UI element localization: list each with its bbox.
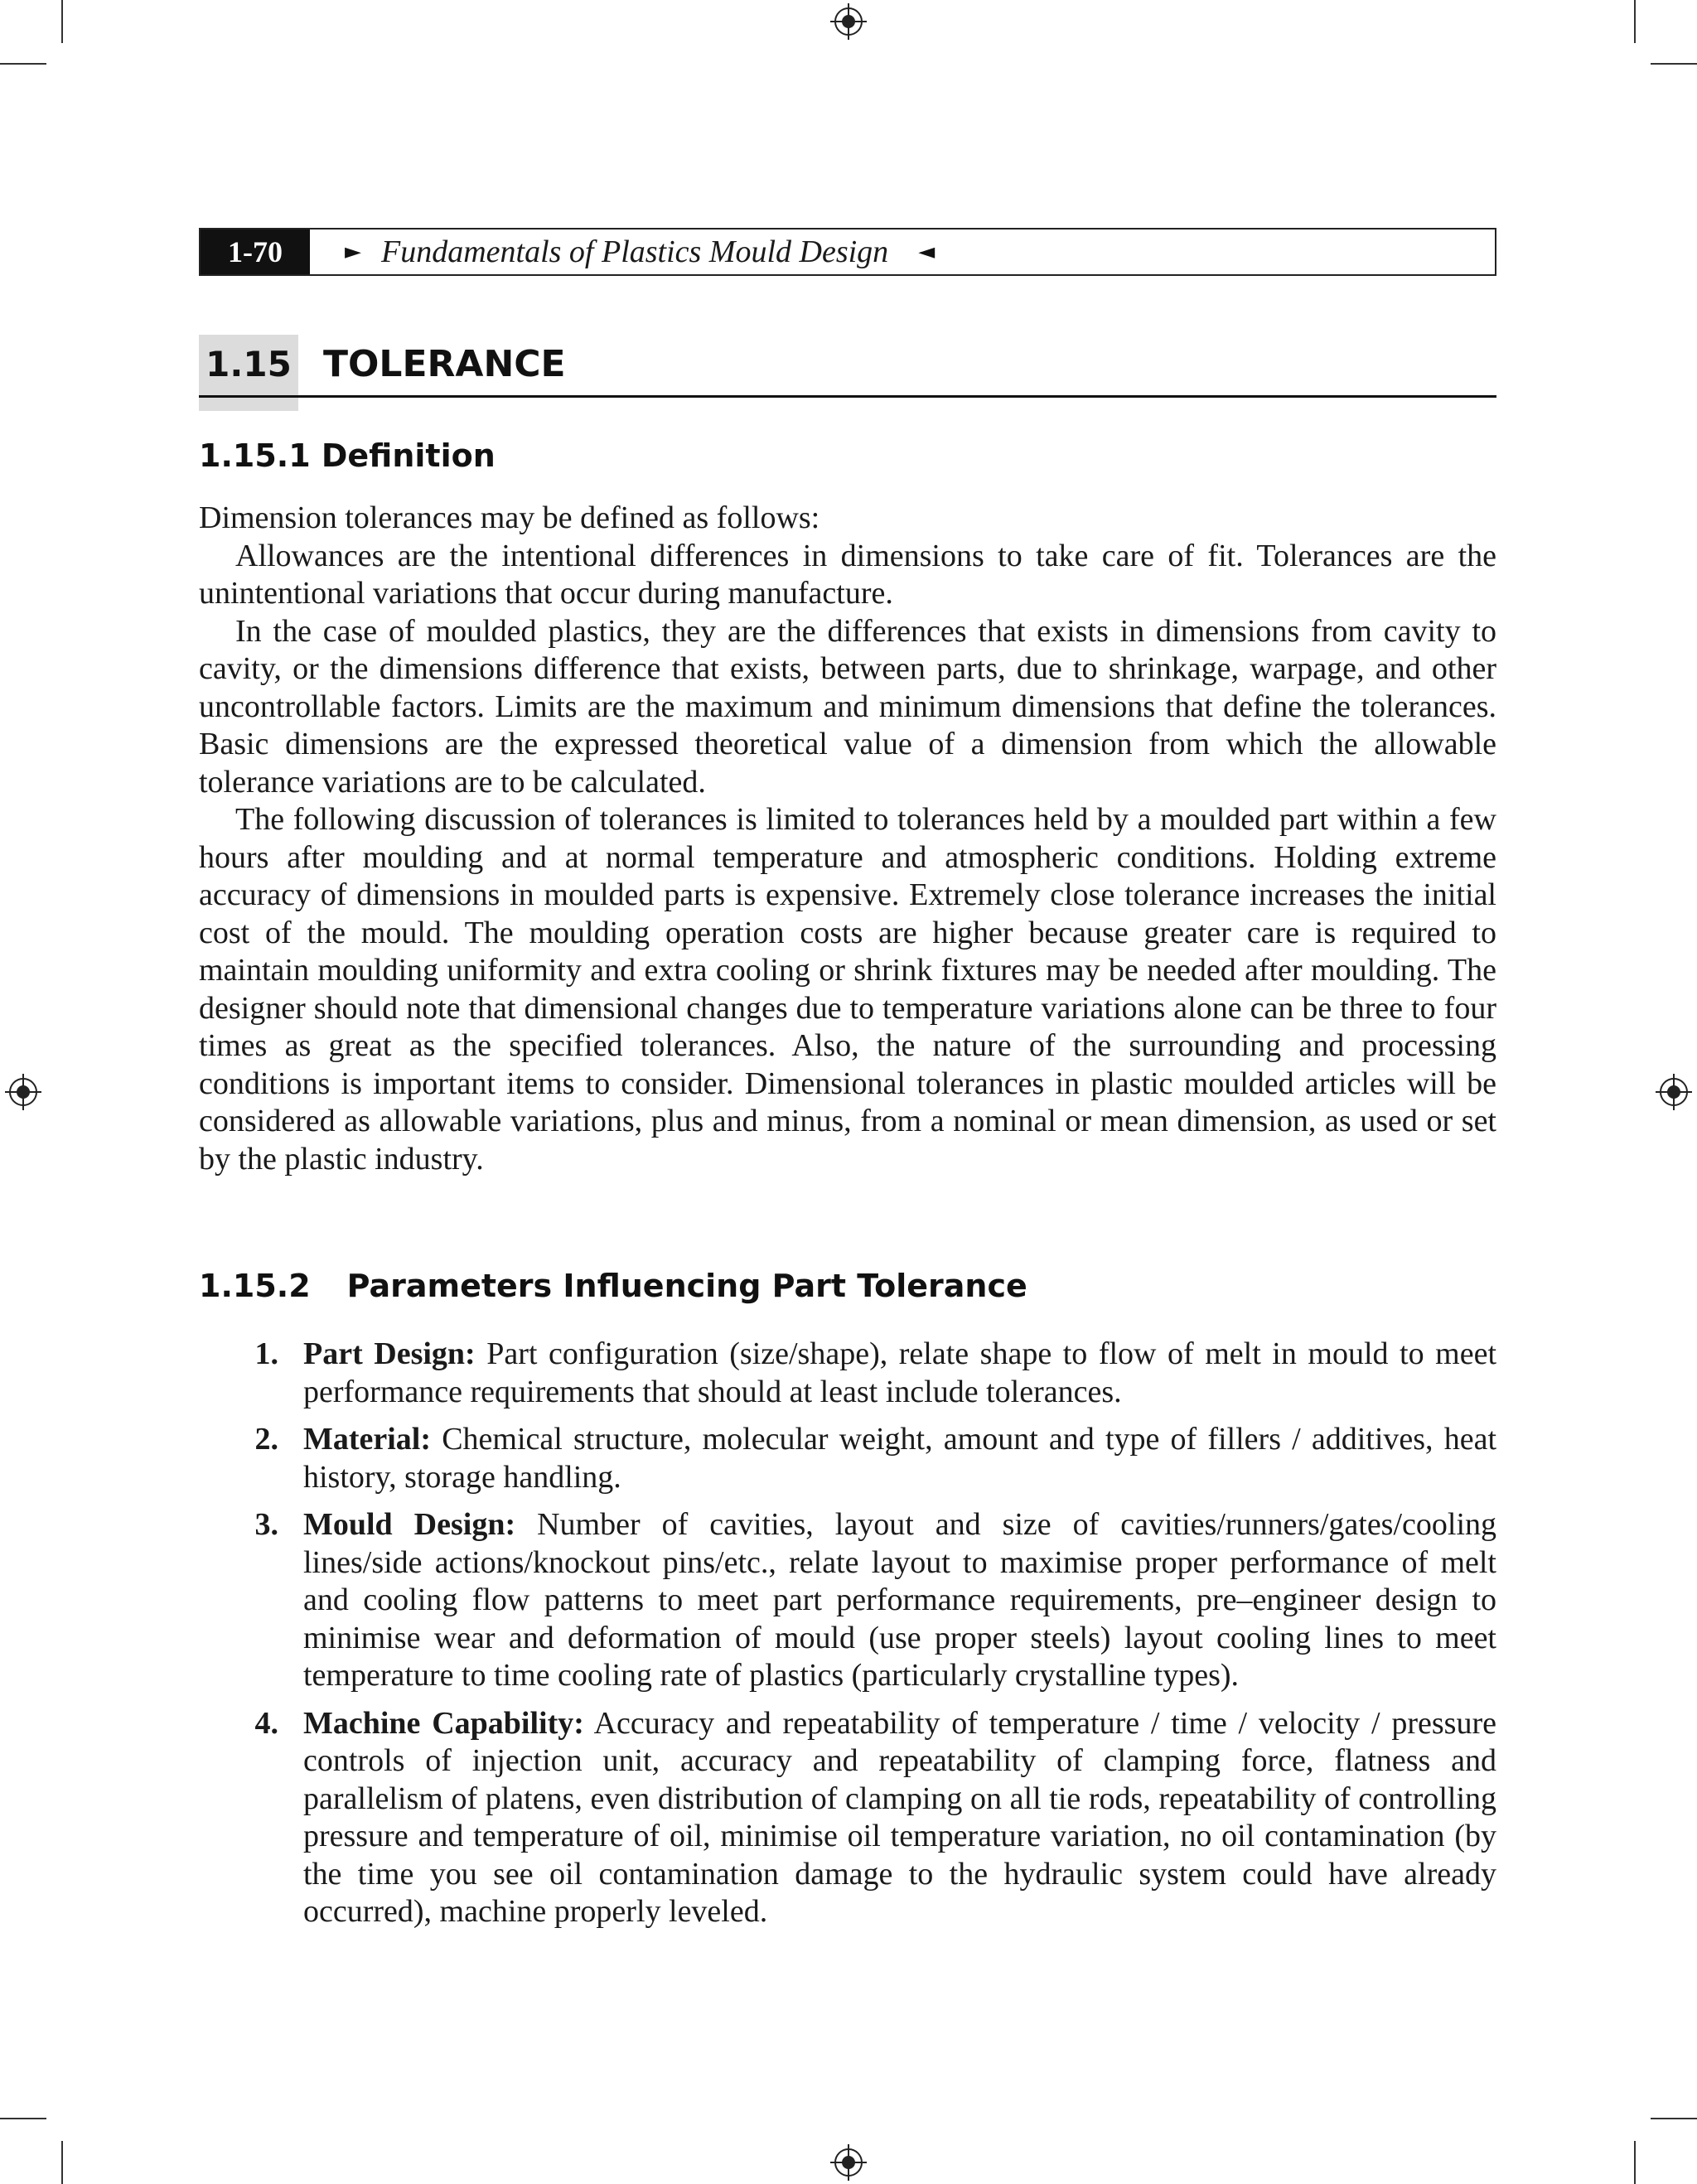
registration-mark-icon xyxy=(5,1074,41,1110)
list-content xyxy=(303,1421,1496,1496)
crop-mark xyxy=(1634,2141,1636,2184)
section-title: TOLERANCE xyxy=(323,342,566,385)
item-text: Chemical structure, molecular weight, amount and type of fillers / additives, heat history, storage handling. xyxy=(303,1422,1497,1495)
list-number: 2. xyxy=(254,1422,278,1457)
registration-mark-icon xyxy=(830,2144,867,2181)
definition-body xyxy=(199,500,1496,1178)
crop-mark xyxy=(1651,2118,1697,2119)
list-content xyxy=(303,1705,1496,1931)
crop-mark xyxy=(0,63,46,65)
crop-mark xyxy=(61,0,63,43)
crop-mark xyxy=(1634,0,1636,43)
list-content xyxy=(303,1336,1496,1411)
item-text: Accuracy and repeatability of temperature / time / velocity / pressure controls of injection unit, accuracy and repeatability of clamping force, flatness and parallelism of platens, even distribution of clamping on all tie rods, repeatability of controlling pressure and temperature of oil, minimise oil temperature variation, no oil contamination (by the time you see oil contamination damage to the hydraulic system could have already occurred), machine properly leveled. xyxy=(303,1705,1496,1929)
item-label: Material: xyxy=(303,1422,432,1457)
subsection-title: Parameters Influencing Part Tolerance xyxy=(346,1268,1027,1304)
item-label: Machine Capability: xyxy=(303,1705,584,1741)
item-text: Part configuration (size/shape), relate shape to flow of melt in mould to meet performance requirements that should at least include tolerances. xyxy=(303,1336,1496,1409)
heading-rule xyxy=(199,395,1496,398)
paragraph: Dimension tolerances may be defined as follows: xyxy=(199,500,820,535)
section-number: 1.15 xyxy=(199,335,298,411)
left-triangle-icon: ◄ xyxy=(918,239,936,264)
running-header xyxy=(199,228,1496,276)
paragraph: Allowances are the intentional differences in dimensions to take care of fit. Tolerances are the unintentional variations that occur during manufacture. xyxy=(199,538,1496,611)
list-number: 1. xyxy=(254,1336,278,1371)
item-label: Part Design: xyxy=(303,1336,476,1371)
list-item xyxy=(199,1421,1496,1496)
book-title: Fundamentals of Plastics Mould Design xyxy=(381,234,889,269)
list-item xyxy=(199,1506,1496,1695)
list-number: 3. xyxy=(254,1507,278,1542)
crop-mark xyxy=(1651,63,1697,65)
crop-mark xyxy=(0,2118,46,2119)
list-content xyxy=(303,1506,1496,1695)
page-number: 1-70 xyxy=(201,230,310,274)
item-label: Mould Design: xyxy=(303,1507,516,1542)
list-number: 4. xyxy=(254,1705,278,1741)
registration-mark-icon xyxy=(830,3,867,40)
paragraph: In the case of moulded plastics, they are the differences that exists in dimensions from cavity to cavity, or the dimensions difference that exists, between parts, due to shrinkage, warpage, and other uncontrollable factors. Limits are the maximum and minimum dimensions that define the tolerances. Basic dimensions are the expressed theoretical value of a dimension from which the allowable tolerance variations are to be calculated. xyxy=(199,613,1496,800)
right-triangle-icon: ► xyxy=(345,239,361,264)
subsection-number: 1.15.2 xyxy=(199,1268,311,1304)
registration-mark-icon xyxy=(1656,1074,1692,1110)
list-item xyxy=(199,1336,1496,1411)
paragraph: The following discussion of tolerances is limited to tolerances held by a moulded part within a few hours after moulding and at normal temperature and atmospheric conditions. Holding extreme accuracy of dimensions in moulded parts is expensive. Extremely close tolerance increases the initial cost of the mould. The moulding operation costs are higher because greater care is required to maintain moulding uniformity and extra cooling or shrink fixtures may be needed after moulding. The designer should note that dimensional changes due to temperature variations alone can be three to four times as great as the specified tolerances. Also, the nature of the surrounding and processing conditions is important items to consider. Dimensional tolerances in plastic moulded articles will be considered as allowable variations, plus and minus, from a nominal or mean dimension, as used or set by the plastic industry. xyxy=(199,802,1496,1177)
item-text: Number of cavities, layout and size of cavities/runners/gates/cooling lines/side actions/knockout pins/etc., relate layout to maximise proper performance of melt and cooling flow patterns to meet part performance requirements, pre–engineer design to minimise wear and deformation of mould (use proper steels) layout cooling lines to meet temperature to time cooling rate of plastics (particularly crystalline types). xyxy=(303,1507,1497,1693)
subsection-heading-parameters xyxy=(199,1268,1027,1304)
parameters-list xyxy=(199,1336,1496,1941)
crop-mark xyxy=(61,2141,63,2184)
section-heading xyxy=(199,335,1496,411)
subsection-heading-definition: 1.15.1 Definition xyxy=(199,437,496,474)
list-item xyxy=(199,1705,1496,1931)
